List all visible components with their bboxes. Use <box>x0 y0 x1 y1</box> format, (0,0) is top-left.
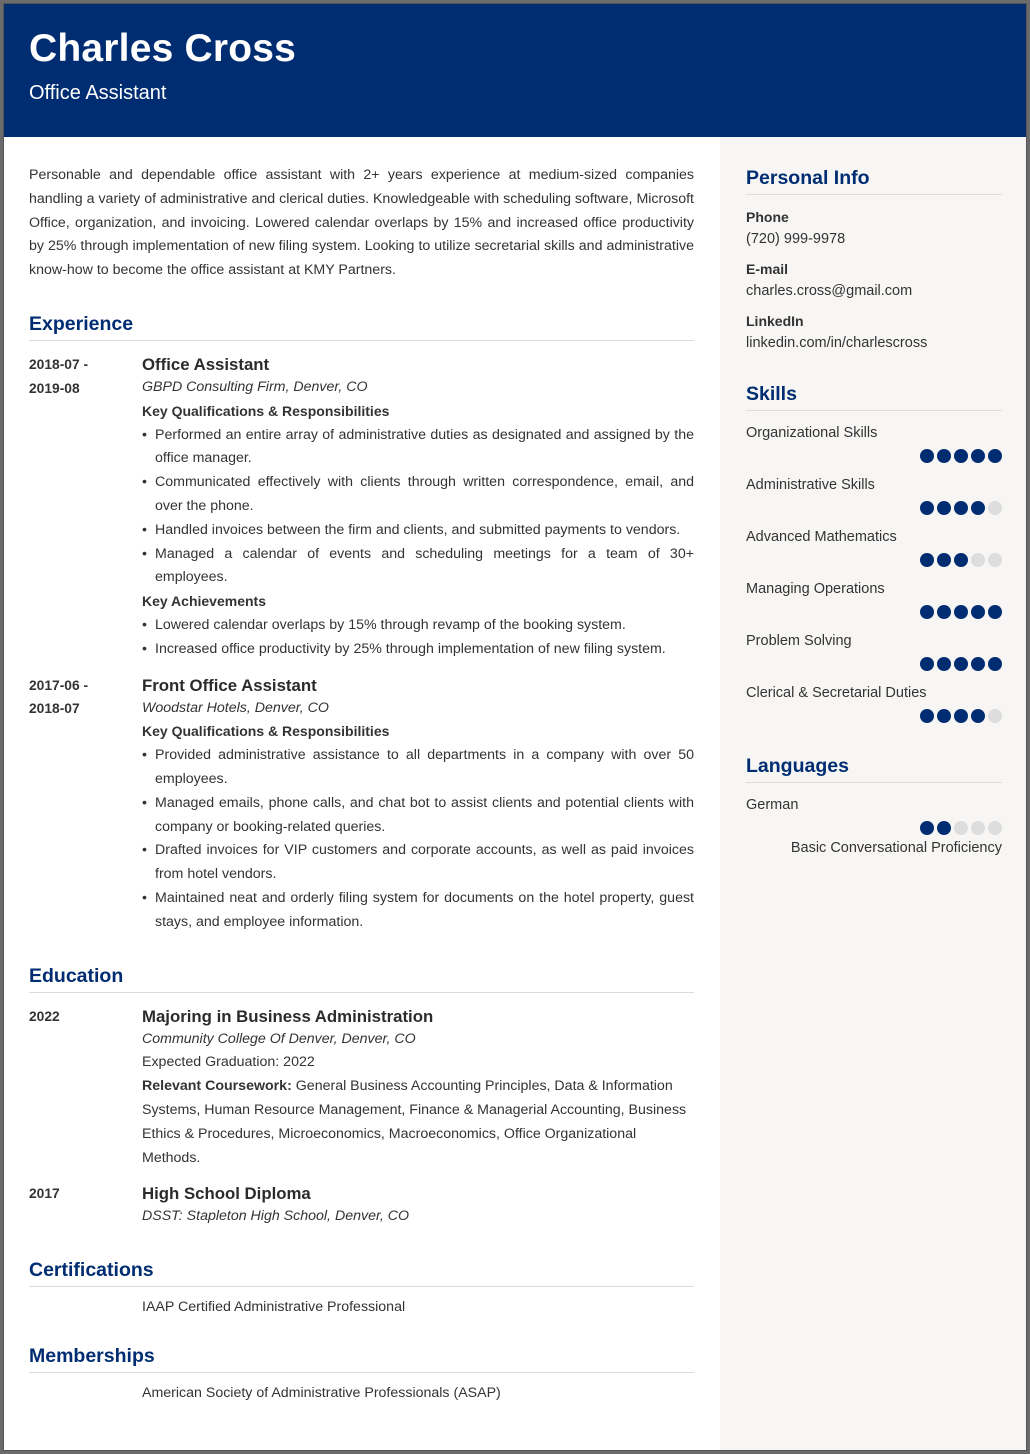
coursework <box>142 1075 694 1170</box>
summary: Personable and dependable office assistant with 2+ years experience at medium-sized companies handling a variety of administrative and clerical duties. Knowledgeable with scheduling software, Microsoft Office, organization, and invoicing. Lowered calendar overlaps by 15% and increased office productivity by 25% through implementation of new filing system. Looking to utilize secretarial skills and administrative know-how to become the office assistant at KMY Partners. <box>29 167 694 279</box>
education-entry <box>29 1005 694 1171</box>
skill-label: Organizational Skills <box>746 425 878 441</box>
linkedin-label: LinkedIn <box>746 313 804 329</box>
rating-dots <box>746 709 1002 723</box>
rating-dot-filled <box>920 709 934 723</box>
language-label: German <box>746 797 799 813</box>
main-column <box>4 137 720 1451</box>
job-entry <box>29 353 694 662</box>
rating-dot-filled <box>971 657 985 671</box>
skill-item <box>746 581 1002 619</box>
rating-dot-empty <box>971 821 985 835</box>
job-dates <box>29 674 142 935</box>
skill-label: Clerical & Secretarial Duties <box>746 685 927 701</box>
achievements-list <box>142 614 694 662</box>
list-item: • Lowered calendar overlaps by 15% through revamp of the booking system. <box>142 614 694 638</box>
skill-item <box>746 529 1002 567</box>
skill-label: Managing Operations <box>746 581 885 597</box>
rating-dot-filled <box>920 501 934 515</box>
list-item: • Handled invoices between the firm and clients, and submitted payments to vendors. <box>142 519 694 543</box>
candidate-name: Charles Cross <box>29 27 297 70</box>
rating-dot-filled <box>954 553 968 567</box>
list-item: • Provided administrative assistance to all departments in a company with over 50 employees. <box>142 744 694 792</box>
skills-list <box>746 425 1002 723</box>
rating-dot-filled <box>971 605 985 619</box>
school-name: DSST: Stapleton High School, Denver, CO <box>142 1208 410 1225</box>
rating-dot-filled <box>954 605 968 619</box>
job-date-start: 2018-07 - <box>29 356 89 372</box>
resume-header <box>4 4 1027 137</box>
coursework-list: General Business Accounting Principles, Data & Information Systems, Human Resource Management, Finance & Managerial Accounting, Business Ethics & Procedures, Microeconomics, Macroeconomics, Office Organizational Methods. <box>142 1078 687 1166</box>
linkedin-value: linkedin.com/in/charlescross <box>746 335 928 351</box>
rating-dot-filled <box>954 657 968 671</box>
rating-dot-filled <box>937 501 951 515</box>
rating-dot-filled <box>920 605 934 619</box>
rating-dot-filled <box>920 449 934 463</box>
memberships-heading: Memberships <box>29 1343 694 1373</box>
degree-title: Majoring in Business Administration <box>142 1006 434 1026</box>
job-date-end: 2018-07 <box>29 701 80 717</box>
rating-dot-filled <box>920 821 934 835</box>
rating-dot-empty <box>988 501 1002 515</box>
job-company: GBPD Consulting Firm, Denver, CO <box>142 378 368 395</box>
job-date-end: 2019-08 <box>29 380 80 396</box>
rating-dot-filled <box>937 821 951 835</box>
experience-heading: Experience <box>29 311 694 341</box>
rating-dot-filled <box>937 553 951 567</box>
rating-dot-filled <box>937 605 951 619</box>
email-value: charles.cross@gmail.com <box>746 283 913 299</box>
job-title: Front Office Assistant <box>142 675 317 695</box>
education-date: 2022 <box>29 1008 60 1024</box>
rating-dot-filled <box>920 553 934 567</box>
responsibilities-list <box>142 424 694 591</box>
list-item: • Managed emails, phone calls, and chat bot to assist clients and potential clients with company or booking-related queries. <box>142 792 694 840</box>
job-body <box>142 674 694 935</box>
rating-dots <box>746 605 1002 619</box>
rating-dot-empty <box>988 553 1002 567</box>
skill-item <box>746 425 1002 463</box>
rating-dot-filled <box>954 449 968 463</box>
rating-dot-filled <box>988 605 1002 619</box>
skill-item <box>746 633 1002 671</box>
rating-dots <box>746 501 1002 515</box>
achievements-heading: Key Achievements <box>142 593 266 610</box>
language-item <box>746 797 1002 856</box>
rating-dots <box>746 821 1002 835</box>
education-body <box>142 1182 694 1229</box>
rating-dot-filled <box>971 709 985 723</box>
job-dates <box>29 353 142 662</box>
phone-value: (720) 999-9978 <box>746 231 846 247</box>
rating-dot-filled <box>971 449 985 463</box>
education-body <box>142 1005 694 1171</box>
sidebar <box>720 137 1027 1451</box>
rating-dot-empty <box>954 821 968 835</box>
phone-label: Phone <box>746 209 789 225</box>
job-date-start: 2017-06 - <box>29 677 89 693</box>
resume-page <box>3 3 1027 1451</box>
rating-dots <box>746 657 1002 671</box>
candidate-title: Office Assistant <box>29 82 167 104</box>
school-name: Community College Of Denver, Denver, CO <box>142 1030 416 1047</box>
degree-title: High School Diploma <box>142 1184 311 1204</box>
rating-dot-filled <box>988 449 1002 463</box>
email-label: E-mail <box>746 261 789 277</box>
rating-dot-empty <box>988 709 1002 723</box>
rating-dot-filled <box>988 657 1002 671</box>
list-item: • Performed an entire array of administrative duties as designated and assigned by the office manager. <box>142 424 694 472</box>
skill-item <box>746 477 1002 515</box>
rating-dot-filled <box>954 501 968 515</box>
rating-dots <box>746 449 1002 463</box>
skill-label: Administrative Skills <box>746 477 875 493</box>
education-entry <box>29 1182 694 1229</box>
list-item: • Communicated effectively with clients through written correspondence, email, and over the phone. <box>142 471 694 519</box>
rating-dot-filled <box>937 709 951 723</box>
job-title: Office Assistant <box>142 354 270 374</box>
education-date: 2017 <box>29 1186 60 1202</box>
certifications-heading: Certifications <box>29 1257 694 1287</box>
language-proficiency: Basic Conversational Proficiency <box>790 840 1002 856</box>
skill-label: Advanced Mathematics <box>746 529 897 545</box>
rating-dot-empty <box>988 821 1002 835</box>
graduation-date: Expected Graduation: 2022 <box>142 1054 315 1071</box>
rating-dot-empty <box>971 553 985 567</box>
rating-dots <box>746 553 1002 567</box>
responsibilities-heading: Key Qualifications & Responsibilities <box>142 402 390 419</box>
job-entry <box>29 674 694 935</box>
rating-dot-filled <box>937 449 951 463</box>
rating-dot-filled <box>920 657 934 671</box>
languages-list <box>746 797 1002 856</box>
job-company: Woodstar Hotels, Denver, CO <box>142 699 329 716</box>
responsibilities-heading: Key Qualifications & Responsibilities <box>142 723 390 740</box>
membership-item: American Society of Administrative Professionals (ASAP) <box>142 1385 501 1402</box>
personal-info-heading: Personal Info <box>746 165 1002 195</box>
job-body <box>142 353 694 662</box>
rating-dot-filled <box>954 709 968 723</box>
rating-dot-filled <box>971 501 985 515</box>
list-item: • Maintained neat and orderly filing system for documents on the hotel property, guest stays, and employee information. <box>142 887 694 935</box>
list-item: • Increased office productivity by 25% through implementation of new filing system. <box>142 638 694 662</box>
list-item: • Drafted invoices for VIP customers and corporate accounts, as well as paid invoices from hotel vendors. <box>142 839 694 887</box>
languages-heading: Languages <box>746 753 1002 783</box>
responsibilities-list <box>142 744 694 934</box>
rating-dot-filled <box>937 657 951 671</box>
list-item: • Managed a calendar of events and scheduling meetings for a team of 30+ employees. <box>142 543 694 591</box>
skill-label: Problem Solving <box>746 633 852 649</box>
education-heading: Education <box>29 963 694 993</box>
skills-heading: Skills <box>746 381 1002 411</box>
certification-item: IAAP Certified Administrative Professional <box>142 1299 406 1316</box>
coursework-label: Relevant Coursework: <box>142 1078 292 1095</box>
skill-item <box>746 685 1002 723</box>
